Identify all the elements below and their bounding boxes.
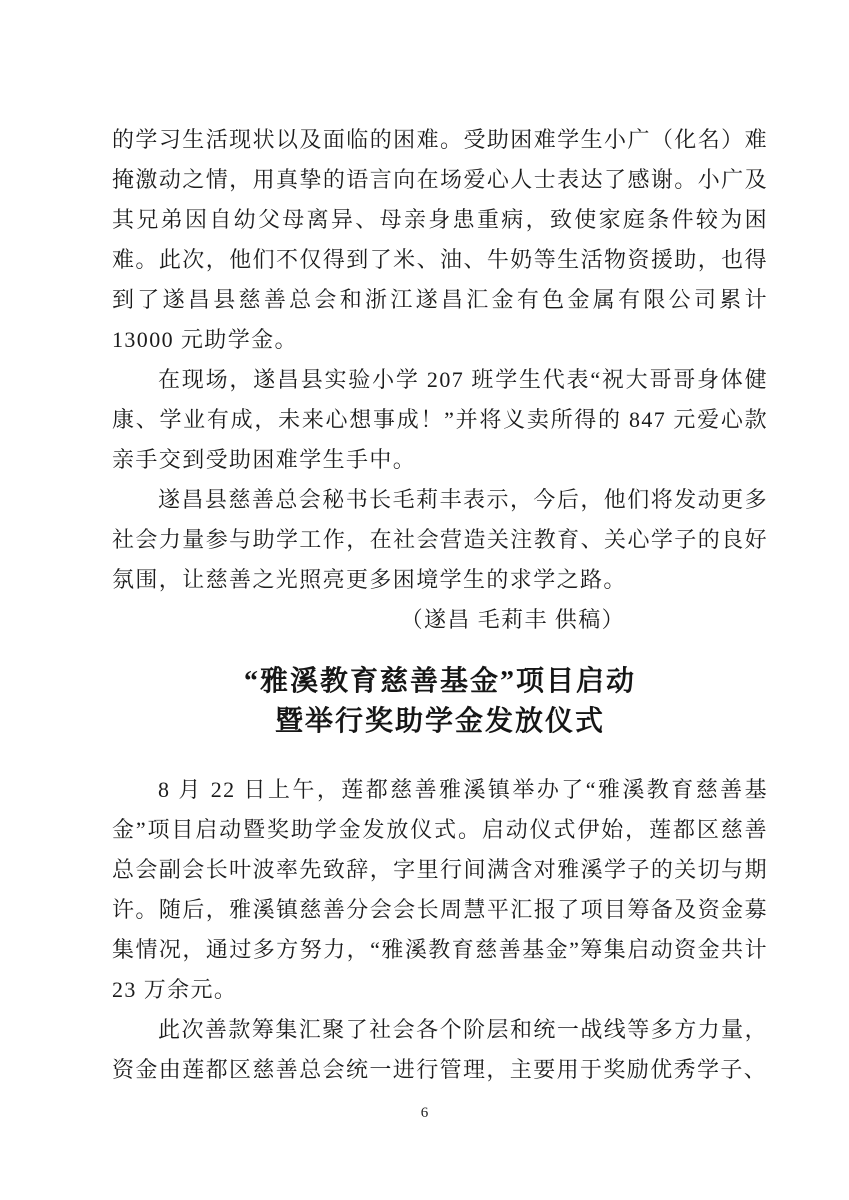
paragraph: 此次善款筹集汇聚了社会各个阶层和统一战线等多方力量，资金由莲都区慈善总会统一进行管理，主要用于奖励优秀学子、 xyxy=(112,1017,768,1082)
paragraph: 在现场，遂昌县实验小学 207 班学生代表“祝大哥哥身体健康、学业有成，未来心想事成！”并将义卖所得的 847 元爱心款亲手交到受助困难学生手中。 xyxy=(112,367,768,472)
page-number: 6 xyxy=(420,1105,429,1121)
byline: （遂昌 毛莉丰 供稿） xyxy=(400,607,625,632)
page-content xyxy=(112,120,768,1090)
article-title xyxy=(112,662,768,742)
paragraph: 8 月 22 日上午，莲都慈善雅溪镇举办了“雅溪教育慈善基金”项目启动暨奖助学金发放仪式。启动仪式伊始，莲都区慈善总会副会长叶波率先致辞，字里行间满含对雅溪学子的关切与期许。随后，雅溪镇慈善分会会长周慧平汇报了项目筹备及资金募集情况，通过多方努力，“雅溪教育慈善基金”筹集启动资金共计 23 万余元。 xyxy=(112,777,768,1002)
paragraph-continued: 的学习生活现状以及面临的困难。受助困难学生小广（化名）难掩激动之情，用真挚的语言向在场爱心人士表达了感谢。小广及其兄弟因自幼父母离异、母亲身患重病，致使家庭条件较为困难。此次，他们不仅得到了米、油、牛奶等生活物资援助，也得到了遂昌县慈善总会和浙江遂昌汇金有色金属有限公司累计 13000 元助学金。 xyxy=(112,127,768,352)
article-title-line-2: 暨举行奖助学金发放仪式 xyxy=(274,706,605,737)
article-title-line-1: “雅溪教育慈善基金”项目启动 xyxy=(243,666,636,697)
paragraph: 遂昌县慈善总会秘书长毛莉丰表示，今后，他们将发动更多社会力量参与助学工作，在社会营造关注教育、关心学子的良好氛围，让慈善之光照亮更多困境学生的求学之路。 xyxy=(112,487,768,592)
